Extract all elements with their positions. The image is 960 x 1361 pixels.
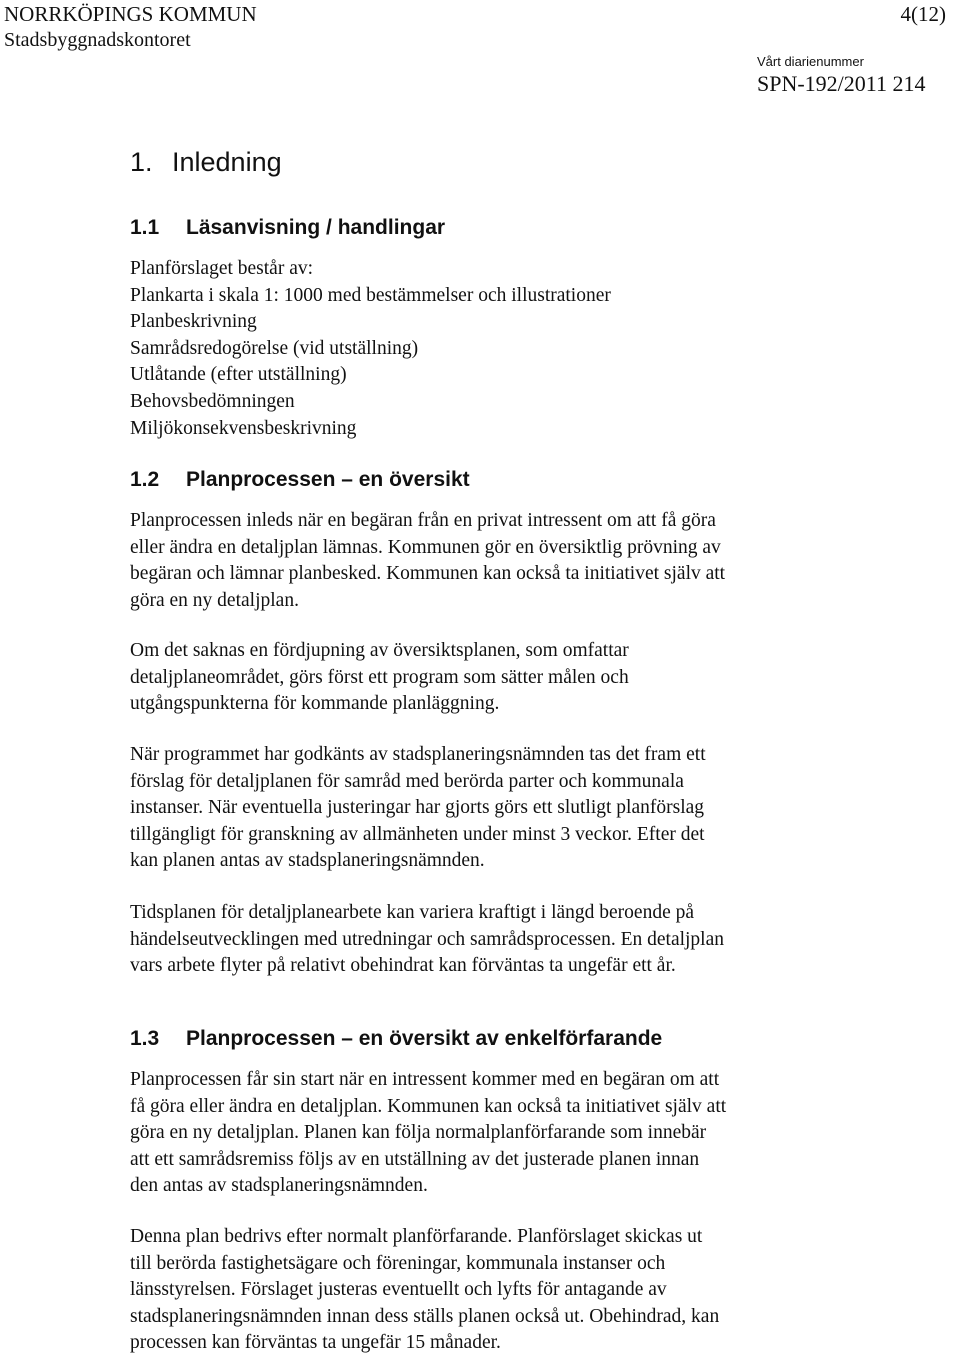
text-line: detaljplaneområdet, görs först ett program som sätter målen och	[130, 666, 629, 688]
section-1-3-title: Planprocessen – en översikt av enkelförfarande	[186, 1027, 663, 1050]
text-line: tillgängligt för granskning av allmänheten under minst 3 veckor. Efter det	[130, 823, 705, 845]
text-line: kan planen antas av stadsplaneringsnämnden.	[130, 850, 485, 872]
paragraph	[130, 508, 850, 614]
text-line: göra en ny detaljplan.	[130, 589, 299, 611]
text-line: Denna plan bedrivs efter normalt planförfarande. Planförslaget skickas ut	[130, 1226, 703, 1247]
section-1-title: Inledning	[172, 147, 282, 177]
section-1-1-title: Läsanvisning / handlingar	[186, 216, 446, 239]
paragraph	[130, 1067, 850, 1200]
diarie-label: Vårt diarienummer	[757, 54, 864, 69]
text-line: instanser. När eventuella justeringar har gjorts görs ett slutligt planförslag	[130, 797, 705, 819]
document-list	[130, 256, 611, 442]
text-line: stadsplaneringsnämnden innan dess ställs planen också ut. Obehindrad, kan	[130, 1305, 720, 1327]
paragraph	[130, 900, 850, 980]
text-line: Om det saknas en fördjupning av översiktsplanen, som omfattar	[130, 640, 629, 661]
section-1-3-number: 1.3	[130, 1027, 160, 1050]
text-line: händelseutvecklingen med utredningar och samrådsprocessen. En detaljplan	[130, 928, 725, 950]
text-line: den antas av stadsplaneringsnämnden.	[130, 1175, 428, 1197]
text-line: När programmet har godkänts av stadsplaneringsnämnden tas det fram ett	[130, 744, 706, 765]
list-line: Samrådsredogörelse (vid utställning)	[130, 337, 419, 359]
section-1-1-number: 1.1	[130, 216, 160, 239]
text-line: vars arbete flyter på relativt obehindrat kan förväntas ta ungefär ett år.	[130, 955, 676, 977]
text-line: utgångspunkterna för kommande planläggning.	[130, 693, 500, 715]
diarie-number: SPN-192/2011 214	[757, 71, 926, 96]
text-line: förslag för detaljplanen för samråd med berörda parter och kommunala	[130, 770, 684, 792]
text-line: begäran och lämnar planbesked. Kommunen kan också ta initiativet själv att	[130, 563, 726, 585]
text-line: få göra eller ändra en detaljplan. Kommunen kan också ta initiativet själv att	[130, 1095, 727, 1117]
text-line: Tidsplanen för detaljplanearbete kan variera kraftigt i längd beroende på	[130, 902, 695, 923]
text-line: Planprocessen får sin start när en intressent kommer med en begäran om att	[130, 1069, 720, 1090]
text-line: Planprocessen inleds när en begäran från en privat intressent om att få göra	[130, 510, 716, 531]
paragraph	[130, 742, 850, 875]
list-line: Planförslaget består av:	[130, 258, 314, 279]
text-line: göra en ny detaljplan. Planen kan följa normalplanförfarande som innebär	[130, 1122, 707, 1144]
department-name: Stadsbyggnadskontoret	[4, 29, 191, 51]
paragraph	[130, 638, 850, 718]
text-line: länsstyrelsen. Förslaget justeras eventuellt och lyfts för antagande av	[130, 1279, 667, 1301]
section-1-2-title: Planprocessen – en översikt	[186, 468, 470, 491]
list-line: Utlåtande (efter utställning)	[130, 364, 347, 386]
organization-name: NORRKÖPINGS KOMMUN	[4, 2, 257, 26]
list-line: Behovsbedömningen	[130, 390, 295, 412]
section-1-1-heading	[130, 216, 445, 240]
page-number: 4(12)	[900, 2, 946, 26]
list-line: Plankarta i skala 1: 1000 med bestämmelser och illustrationer	[130, 284, 611, 306]
list-line: Miljökonsekvensbeskrivning	[130, 417, 357, 439]
section-1-2-number: 1.2	[130, 468, 160, 491]
text-line: till berörda fastighetsägare och föreningar, kommunala instanser och	[130, 1252, 666, 1274]
section-1-number: 1.	[130, 147, 153, 177]
text-line: processen kan förväntas ta ungefär 15 månader.	[130, 1332, 501, 1354]
text-line: att ett samrådsremiss följs av en utställning av det justerade planen innan	[130, 1148, 700, 1170]
list-line: Planbeskrivning	[130, 311, 257, 333]
paragraph	[130, 1224, 850, 1357]
section-1-heading	[130, 147, 282, 178]
text-line: eller ändra en detaljplan lämnas. Kommunen gör en översiktlig prövning av	[130, 536, 721, 558]
section-1-3-heading	[130, 1027, 662, 1051]
section-1-2-heading	[130, 468, 470, 492]
